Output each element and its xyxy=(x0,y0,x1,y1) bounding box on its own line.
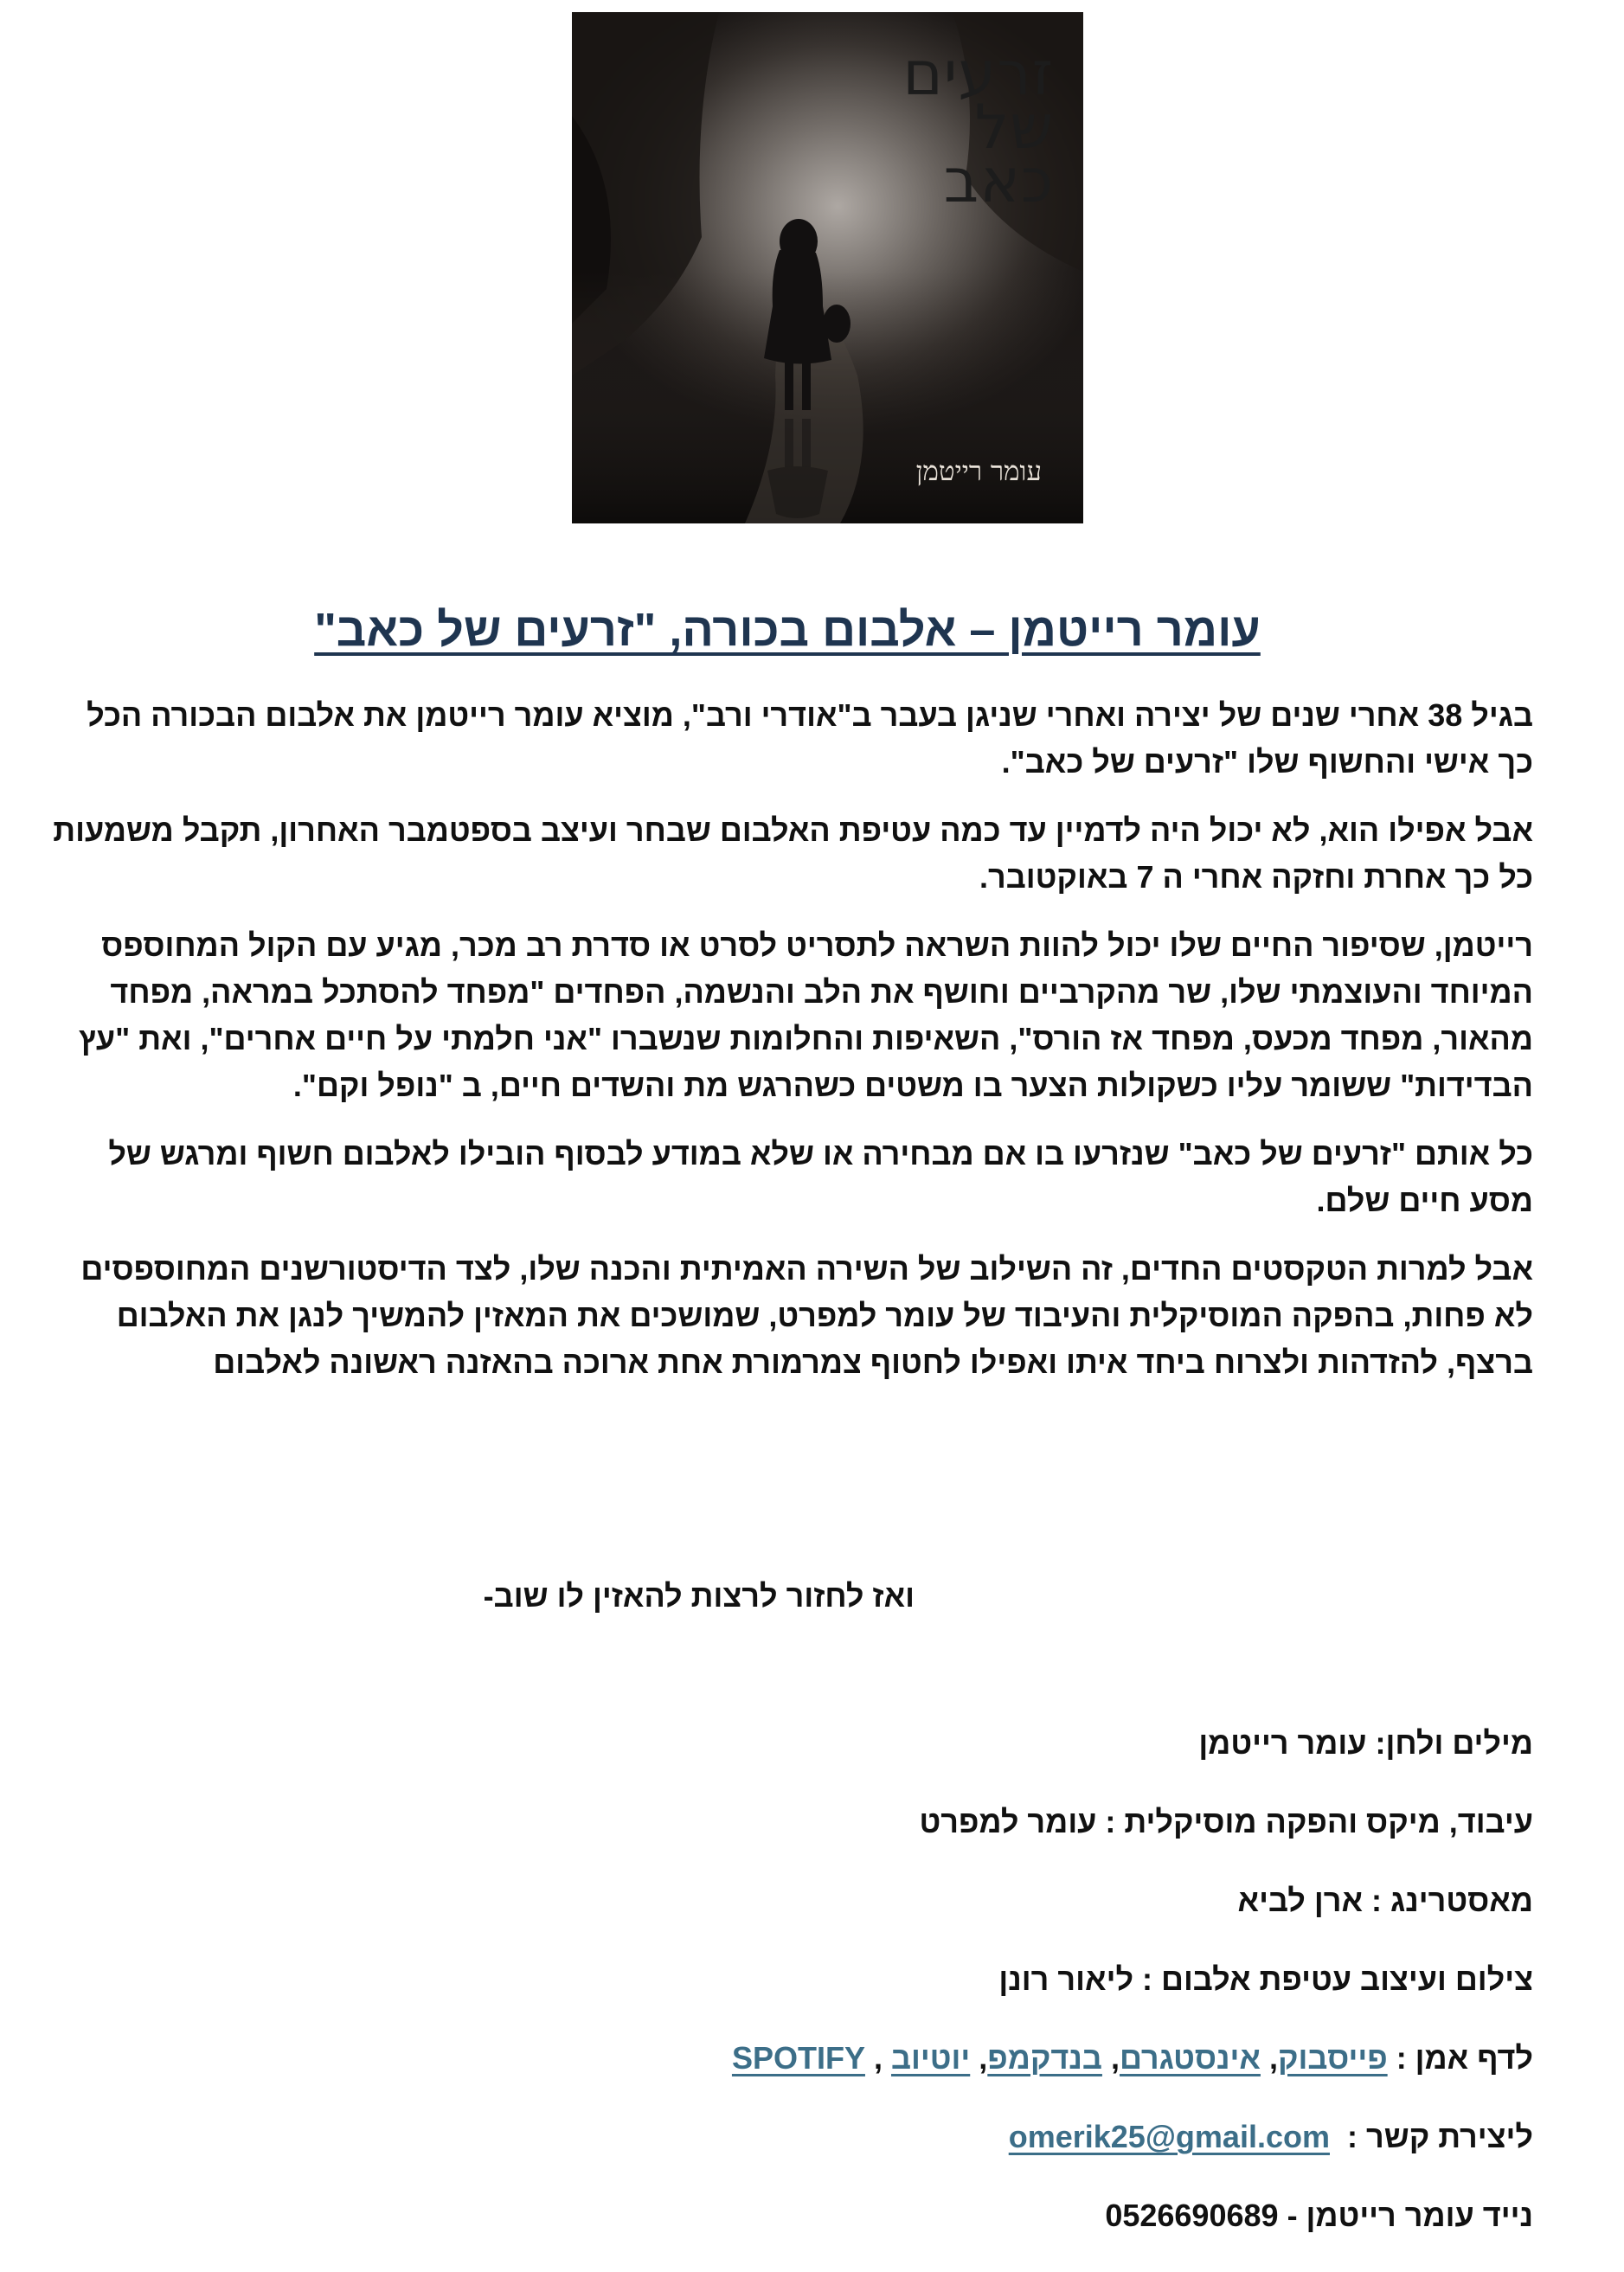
cover-title-line: של xyxy=(974,92,1054,163)
phone-label: נייד עומר רייטמן - xyxy=(1287,2198,1533,2233)
bandcamp-link[interactable]: בנדקמפ xyxy=(987,2040,1102,2076)
paragraph: אבל אפילו הוא, לא יכול היה לדמיין עד כמה עטיפת האלבום שבחר ועיצב בספטמבר האחרון, תקבל משמעות כל כך אחרת וחזקה אחרי ה 7 באוקטובר. xyxy=(53,812,1533,895)
spotify-link[interactable]: SPOTIFY xyxy=(731,2040,865,2076)
bullet-text: ואז לחזור לרצות להאזין לו שוב xyxy=(493,1578,915,1614)
article-body xyxy=(48,692,1533,1408)
email-link[interactable]: omerik25@gmail.com xyxy=(1008,2119,1330,2154)
cover-title-line: כאב xyxy=(943,145,1054,216)
credit-arrangement: עיבוד, מיקס והפקה מוסיקלית : עומר למפרט xyxy=(919,1804,1533,1839)
instagram-link[interactable]: אינסטגרם xyxy=(1119,2040,1261,2076)
credit-lyrics-music: מילים ולחן: עומר רייטמן xyxy=(1198,1725,1533,1761)
contact-line xyxy=(1009,2114,1533,2160)
page-title-text: עומר רייטמן – אלבום בכורה, "זרעים של כאב" xyxy=(314,604,1261,656)
credit-mastering: מאסטרינג : ארן לביא xyxy=(1237,1883,1533,1918)
bullet-item xyxy=(435,1573,915,1620)
bullet-dash: - xyxy=(483,1578,494,1614)
facebook-link[interactable]: פייסבוק xyxy=(1277,2040,1388,2076)
paragraph: בגיל 38 אחרי שנים של יצירה ואחרי שניגן בעבר ב"אודרי ורב", מוציא עומר רייטמן את אלבום הבכורה הכל כך אישי והחשוף שלו "זרעים של כאב". xyxy=(87,697,1533,780)
paragraph: רייטמן, שסיפור החיים שלו יכול להוות השראה לתסריט לסרט או סדרת רב מכר, מגיע עם הקול המחוספס המיוחד והעוצמתי שלו, שר מהקרביים וחושף את הלב והנשמה, הפחדים "מפחד להסתכל במראה, מפחד מהאור, מפחד מכעס, מפחד אז הורס", השאיפות והחלומות שנשברו "אני חלמתי על חיים אחרים", ואת "עץ הבדידות" ששומר עליו כשקולות הצער בו משטים כשהרגש מת והשדים חיים, ב "נופל וקם". xyxy=(79,927,1533,1103)
contact-label: ליצירת קשר : xyxy=(1347,2119,1533,2154)
credit-photo-design: צילום ועיצוב עטיפת אלבום : ליאור רונן xyxy=(998,1961,1533,1997)
artist-page-links: לדף אמן : פייסבוק, אינסטגרם, בנדקמפ, יוטיוב , SPOTIFY xyxy=(731,2040,1533,2076)
phone-number: 0526690689 xyxy=(1105,2198,1279,2233)
cover-artist-name: עומר רייטמן xyxy=(915,456,1042,487)
youtube-link[interactable]: יוטיוב xyxy=(890,2040,971,2076)
paragraph: אבל למרות הטקסטים החדים, זה השילוב של השירה האמיתית והכנה שלו, לצד הדיסטורשנים המחוספסים לא פחות, בהפקה המוסיקלית והעיבוד של עומר למפרט, שמושכים את המאזין להמשיך לנגן את האלבום ברצף, להזדהות ולצרוח ביחד איתו ואפילו לחטוף צמרמורת אחת ארוכה בהאזנה ראשונה לאלבום xyxy=(80,1251,1533,1380)
artist-page-label: לדף אמן : xyxy=(1396,2040,1533,2076)
cover-title xyxy=(846,38,1054,216)
page-title xyxy=(260,600,1315,660)
cover-title-line: זרעים xyxy=(902,38,1054,109)
paragraph: כל אותם "זרעים של כאב" שנזרעו בו אם מבחירה או שלא במודע לבסוף הובילו לאלבום חשוף ומרגש של מסע חיים שלם. xyxy=(108,1136,1533,1218)
album-cover xyxy=(572,12,1083,523)
phone-line xyxy=(1105,2192,1533,2239)
